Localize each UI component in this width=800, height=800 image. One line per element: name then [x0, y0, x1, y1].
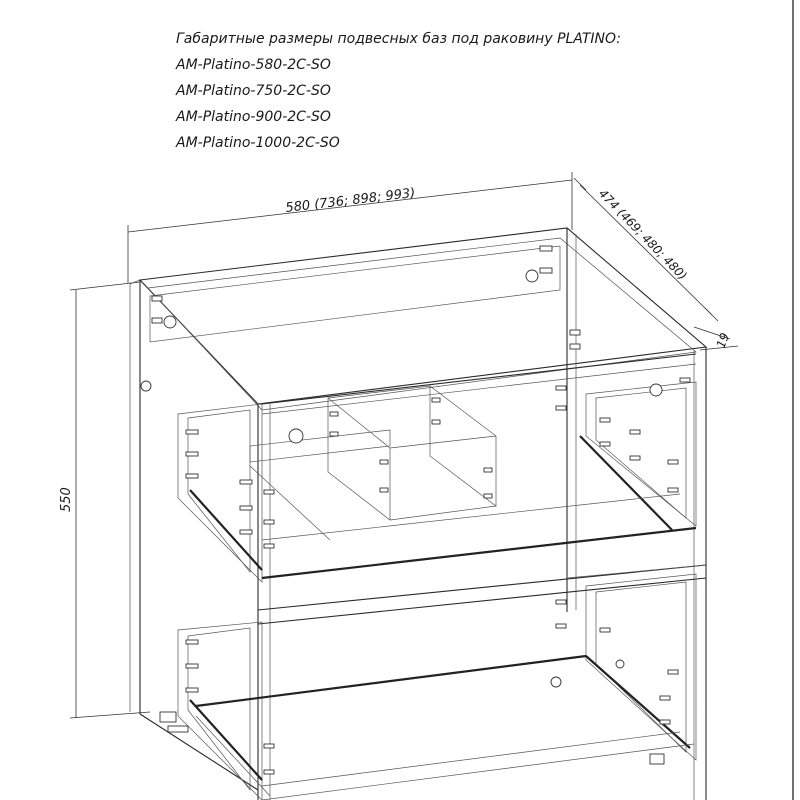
top-drawer: [178, 354, 696, 582]
model-name-1: AM-Platino-580-2C-SO: [176, 57, 331, 73]
thickness-dimension: [694, 327, 738, 350]
model-name-2: AM-Platino-750-2C-SO: [176, 83, 331, 99]
model-name-4: AM-Platino-1000-2C-SO: [176, 135, 340, 151]
height-dimension: [59, 282, 150, 718]
thickness-dimension-label: 19: [713, 330, 733, 351]
depth-dimension: [574, 178, 718, 321]
height-dimension-label: 550: [59, 487, 74, 512]
cabinet-body: [130, 228, 706, 800]
width-dimension-label: 580 (736; 898; 993): [284, 185, 417, 216]
model-name-3: AM-Platino-900-2C-SO: [176, 109, 331, 125]
width-dimension: [128, 172, 572, 283]
bottom-drawer: [178, 574, 696, 800]
depth-dimension-label: 474 (469; 480; 480): [595, 186, 690, 283]
drawing-title: Габаритные размеры подвесных баз под раковину PLATINO:: [176, 31, 622, 47]
dowel-pins: [141, 246, 690, 774]
